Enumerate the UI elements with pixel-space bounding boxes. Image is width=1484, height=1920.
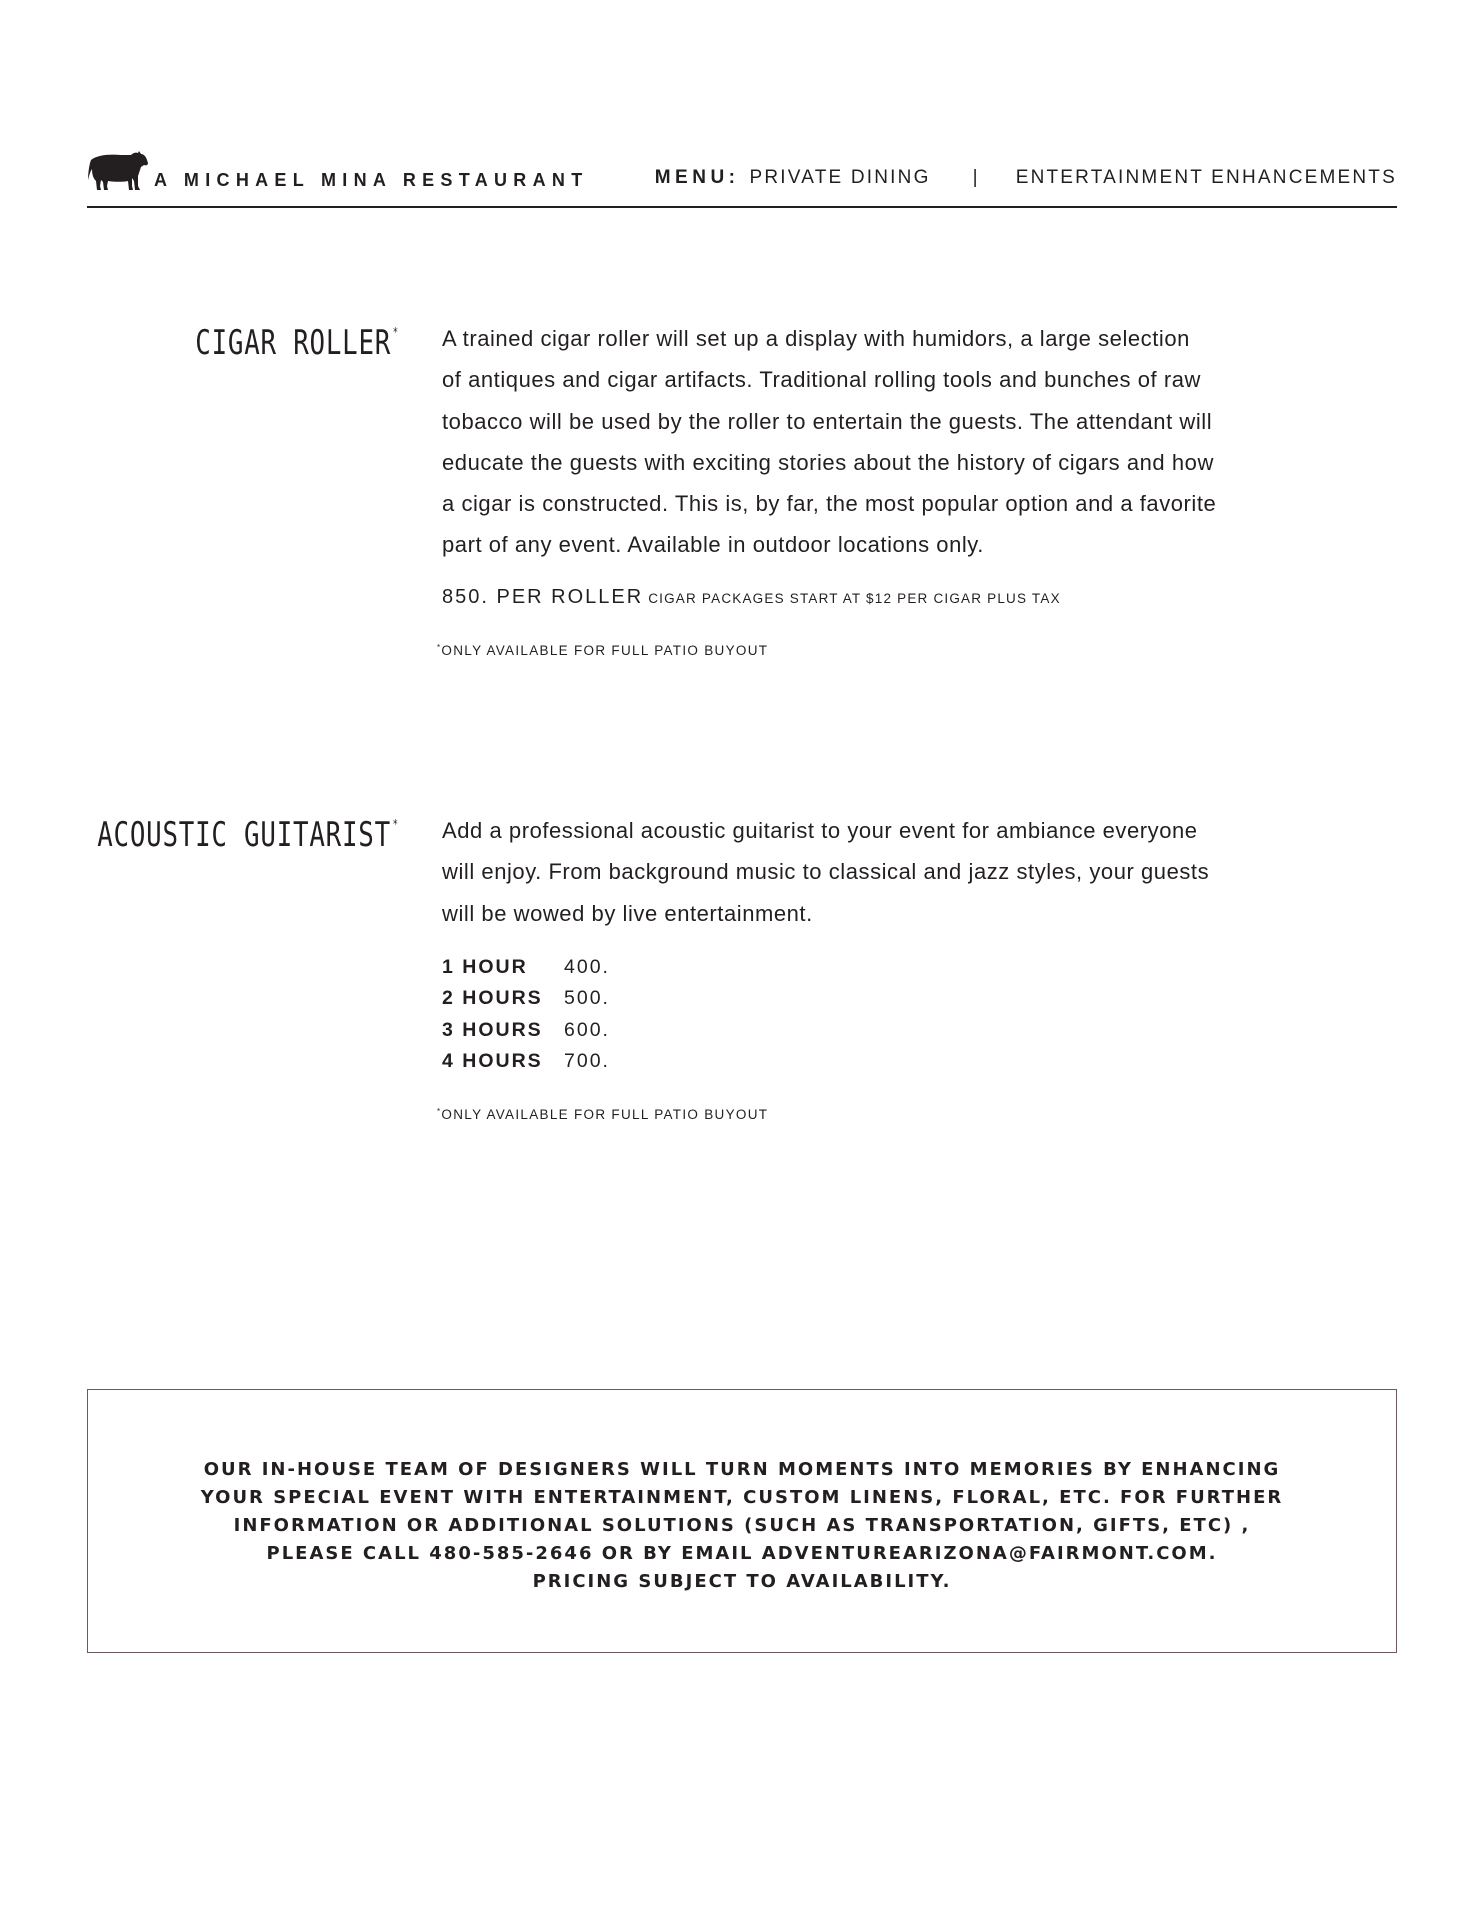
list-item: 4 HOURS 700. <box>442 1050 610 1073</box>
info-box <box>87 1389 1397 1653</box>
menu-item-entertainment: ENTERTAINMENT ENHANCEMENTS <box>1015 167 1397 188</box>
list-item: 3 HOURS 600. <box>442 1018 610 1041</box>
page-header <box>87 148 1397 208</box>
menu-item-private-dining: PRIVATE DINING <box>749 167 931 188</box>
guitarist-footnote: *ONLY AVAILABLE FOR FULL PATIO BUYOUT <box>437 1107 769 1122</box>
cigar-package-note: CIGAR PACKAGES START AT $12 PER CIGAR PLUS TAX <box>648 591 1061 606</box>
info-line: YOUR SPECIAL EVENT WITH ENTERTAINMENT, CUSTOM LINENS, FLORAL, ETC. FOR FURTHER <box>200 1487 1284 1508</box>
text-line: Add a professional acoustic guitarist to your event for ambiance everyone <box>442 818 1198 843</box>
text-line: will enjoy. From background music to classical and jazz styles, your guests <box>442 859 1210 885</box>
cigar-roller-price: 850. PER ROLLER CIGAR PACKAGES START AT $12 PER CIGAR PLUS TAX <box>442 586 1061 608</box>
info-line: PLEASE CALL 480-585-2646 OR BY EMAIL ADVENTUREARIZONA@FAIRMONT.COM. <box>266 1543 1218 1564</box>
info-line: OUR IN-HOUSE TEAM OF DESIGNERS WILL TURN MOMENTS INTO MEMORIES BY ENHANCING <box>203 1459 1281 1480</box>
menu-label: MENU: <box>654 167 740 188</box>
text-line: A trained cigar roller will set up a display with humidors, a large selection <box>442 326 1190 351</box>
info-text <box>88 1456 1396 1596</box>
text-line: a cigar is constructed. This is, by far, the most popular option and a favorite <box>442 491 1217 517</box>
acoustic-guitarist-description <box>442 810 1342 934</box>
list-item: 2 HOURS 500. <box>442 987 610 1010</box>
cigar-footnote: *ONLY AVAILABLE FOR FULL PATIO BUYOUT <box>437 643 769 658</box>
cigar-roller-description <box>442 318 1342 566</box>
text-line: educate the guests with exciting stories about the history of cigars and how <box>442 449 1214 475</box>
menu-separator: | <box>972 167 980 188</box>
cigar-roller-title: CIGAR ROLLER * <box>195 323 399 363</box>
info-line: PRICING SUBJECT TO AVAILABILITY. <box>532 1571 952 1592</box>
text-line: tobacco will be used by the roller to entertain the guests. The attendant will <box>442 408 1213 434</box>
text-line: of antiques and cigar artifacts. Traditional rolling tools and bunches of raw <box>442 367 1201 393</box>
brand-name: A MICHAEL MINA RESTAURANT <box>154 169 589 190</box>
text-line: will be wowed by live entertainment. <box>442 900 813 926</box>
acoustic-guitarist-title: ACOUSTIC GUITARIST * <box>97 815 399 855</box>
info-line: INFORMATION OR ADDITIONAL SOLUTIONS (SUCH AS TRANSPORTATION, GIFTS, ETC) , <box>233 1515 1251 1536</box>
cow-icon <box>87 151 149 191</box>
list-item: 1 HOUR 400. <box>442 956 610 979</box>
menu-breadcrumb <box>655 167 1397 189</box>
text-line: part of any event. Available in outdoor locations only. <box>442 532 984 558</box>
guitarist-pricing-list <box>442 952 610 1077</box>
brand <box>87 151 589 191</box>
